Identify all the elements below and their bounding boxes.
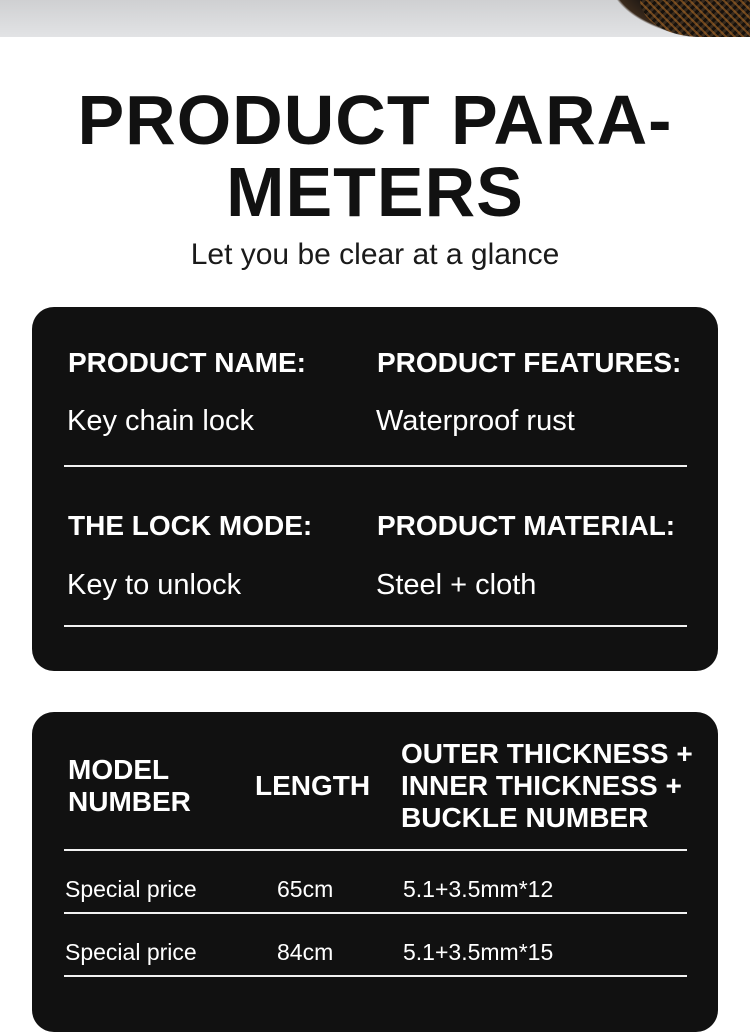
param-label-product-features: PRODUCT FEATURES:	[377, 347, 682, 378]
page-title-text: PRODUCT PARA- METERS	[77, 81, 673, 231]
table-cell-length: 84cm	[277, 939, 334, 965]
page-title	[0, 81, 750, 231]
param-value-product-material: Steel + cloth	[376, 569, 537, 601]
table-cell-length: 65cm	[277, 876, 334, 902]
param-label-product-material: PRODUCT MATERIAL:	[377, 510, 676, 541]
divider	[64, 465, 687, 467]
page-subtitle: Let you be clear at a glance	[190, 238, 560, 271]
column-header-thickness-buckle: OUTER THICKNESS + INNER THICKNESS + BUCKLE NUMBER	[401, 738, 693, 833]
param-value-product-features: Waterproof rust	[376, 405, 575, 437]
divider	[64, 849, 687, 851]
param-label-product-name: PRODUCT NAME:	[68, 347, 306, 378]
param-label-lock-mode: THE LOCK MODE:	[68, 510, 313, 541]
table-cell-spec: 5.1+3.5mm*15	[403, 939, 554, 965]
param-value-lock-mode: Key to unlock	[67, 569, 242, 601]
param-value-product-name: Key chain lock	[67, 405, 254, 437]
models-table-card	[32, 712, 718, 1032]
table-cell-model: Special price	[65, 876, 197, 902]
table-cell-spec: 5.1+3.5mm*12	[403, 876, 554, 902]
column-header-length: LENGTH	[255, 770, 371, 801]
divider	[64, 625, 687, 627]
column-header-model-number: MODEL NUMBER	[68, 754, 191, 817]
parameters-card	[32, 307, 718, 671]
table-cell-model: Special price	[65, 939, 197, 965]
divider	[64, 975, 687, 977]
divider	[64, 912, 687, 914]
product-photo-strip	[0, 0, 750, 37]
